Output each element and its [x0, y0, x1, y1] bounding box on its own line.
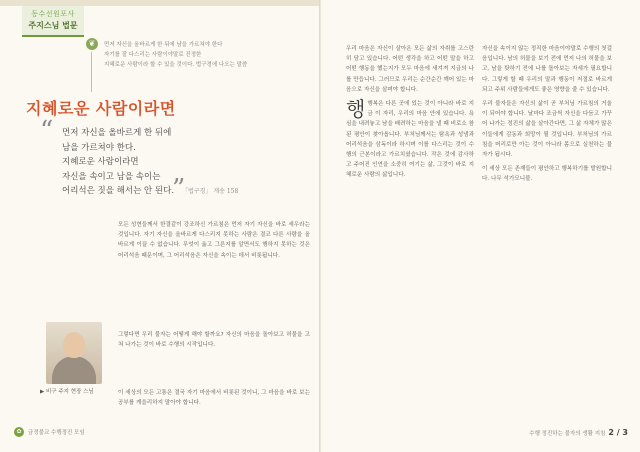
body-paragraph: 우리 마음은 자신이 살아온 모든 삶의 자취를 고스란히 담고 있습니다. 어떤 생각을 하고 어떤 말을 하고 어떤 행동을 했는지가 모두 마음에 새겨져 지금의 나를 만듭니다. 그러므로 우리는 순간순간 깨어 있는 마음으로 자신을 살펴야 합니다.: [346, 46, 474, 93]
right-column-a: [346, 44, 474, 185]
monk-photo: [46, 322, 102, 384]
section-tag: [22, 6, 84, 37]
body-paragraph: 그렇다면 우리 불자는 어떻게 해야 할까요? 자신의 마음을 돌아보고 허물을 고쳐 나가는 것이 바로 수행의 시작입니다.: [118, 332, 310, 349]
footer-left-text: 금정불교 수행정진 모임: [28, 430, 85, 436]
quote-line: 먼저 자신을 올바르게 한 뒤에: [62, 128, 172, 138]
quote-close-mark: ”: [172, 174, 186, 204]
body-paragraph: 모든 성현들께서 한결같이 강조하신 가르침은 먼저 자기 자신을 바로 세우라는 것입니다. 자기 자신을 올바르게 다스리지 못하는 사람은 결코 다른 사람을 올바르게 이끌 수 없습니다. 무엇이 옳고 그른지를 알면서도 행하지 못하는 것은 어리석음 때문이며, 그 어리석음은 자신을 속이는 데서 비롯됩니다.: [118, 222, 310, 259]
epigraph-line: 지혜로운 사람이라 할 수 있을 것이다. 법구경에 나오는 말씀: [104, 62, 248, 68]
pull-quote: [62, 126, 312, 204]
photo-caption: ▶ 비구 주지 현장 스님: [40, 389, 94, 395]
section-tag-line1: 동수선원포사: [31, 10, 75, 18]
body-paragraph: 이 세상의 모든 고통은 결국 자기 마음에서 비롯된 것이니, 그 마음을 바로 보는 공부를 게을리하지 말아야 합니다.: [118, 390, 310, 407]
quote-line: [62, 184, 312, 200]
photo-head: [63, 332, 85, 358]
section-tag-line2: 주지스님 법문: [28, 21, 78, 30]
flower-icon: ✿: [14, 427, 24, 437]
epigraph-line: 먼저 자신을 올바르게 한 뒤에 남을 가르쳐야 한다: [104, 42, 223, 48]
quote-line: 자신을 속이고 남을 속이는: [62, 171, 161, 182]
footer-left: [14, 427, 85, 437]
photo-robe: [52, 356, 96, 384]
epigraph-line: 자기를 잘 다스리는 사람이야말로 진정한: [104, 52, 202, 58]
quote-line-text: 어리석은 짓을 해서는 안 된다.: [62, 186, 175, 196]
quote-open-mark: “: [40, 116, 54, 146]
quote-line: 지혜로운 사람이라면: [62, 157, 139, 167]
footer-right: [529, 428, 628, 437]
epigraph: [104, 40, 314, 70]
divider: [91, 52, 92, 92]
page-number: 2 / 3: [608, 428, 628, 437]
body-paragraph: [346, 99, 474, 181]
drop-cap: 행: [346, 97, 366, 122]
body-paragraph: 이 세상 모든 존재들이 평안하고 행복하기를 발원합니다. 나무 석가모니불.: [482, 166, 612, 183]
body-paragraph-text: 행복은 다른 곳에 있는 것이 아니라 바로 지금 이 자리, 우리의 마음 안에 있습니다. 욕심을 내려놓고 남을 배려하는 마음을 낼 때 비로소 참된 평안이 찾아옵니다. 부처님께서는 탐욕과 성냄과 어리석음을 삼독이라 하시며 이를 다스리는 것이 수행의 근본이라고 가르치셨습니다. 작은 것에 감사하고 주어진 인연을 소중히 여기는 삶, 그것이 바로 지혜로운 사람의 삶입니다.: [346, 101, 474, 179]
quote-source: 「법구경」 게송 158: [182, 188, 239, 195]
footer-right-text: 수행 정진하는 불자의 생활 지침: [529, 431, 606, 437]
article-title: 지혜로운 사람이라면: [26, 99, 176, 118]
leaf-icon: ❦: [86, 38, 98, 50]
quote-line: 남을 가르쳐야 한다.: [62, 142, 136, 153]
body-paragraph: 자신을 속이지 않는 정직한 마음이야말로 수행의 첫걸음입니다. 남의 허물을 보기 전에 먼저 나의 허물을 보고, 남을 탓하기 전에 나를 돌아보는 자세가 필요합니다. 그렇게 할 때 우리의 말과 행동이 저절로 바르게 되고 주위 사람들에게도 좋은 영향을 줄 수 있습니다.: [482, 46, 612, 93]
right-column-b: [482, 44, 612, 189]
body-paragraph: 우리 불자들은 자신의 삶이 곧 부처님 가르침의 거울이 되어야 합니다. 날마다 조금씩 자신을 다듬고 가꾸어 나가는 정진의 삶을 살아간다면, 그 삶 자체가 많은 이들에게 감동과 희망이 될 것입니다. 부처님의 가르침을 머리로만 아는 것이 아니라 몸으로 실천하는 불자가 됩시다.: [482, 101, 612, 159]
